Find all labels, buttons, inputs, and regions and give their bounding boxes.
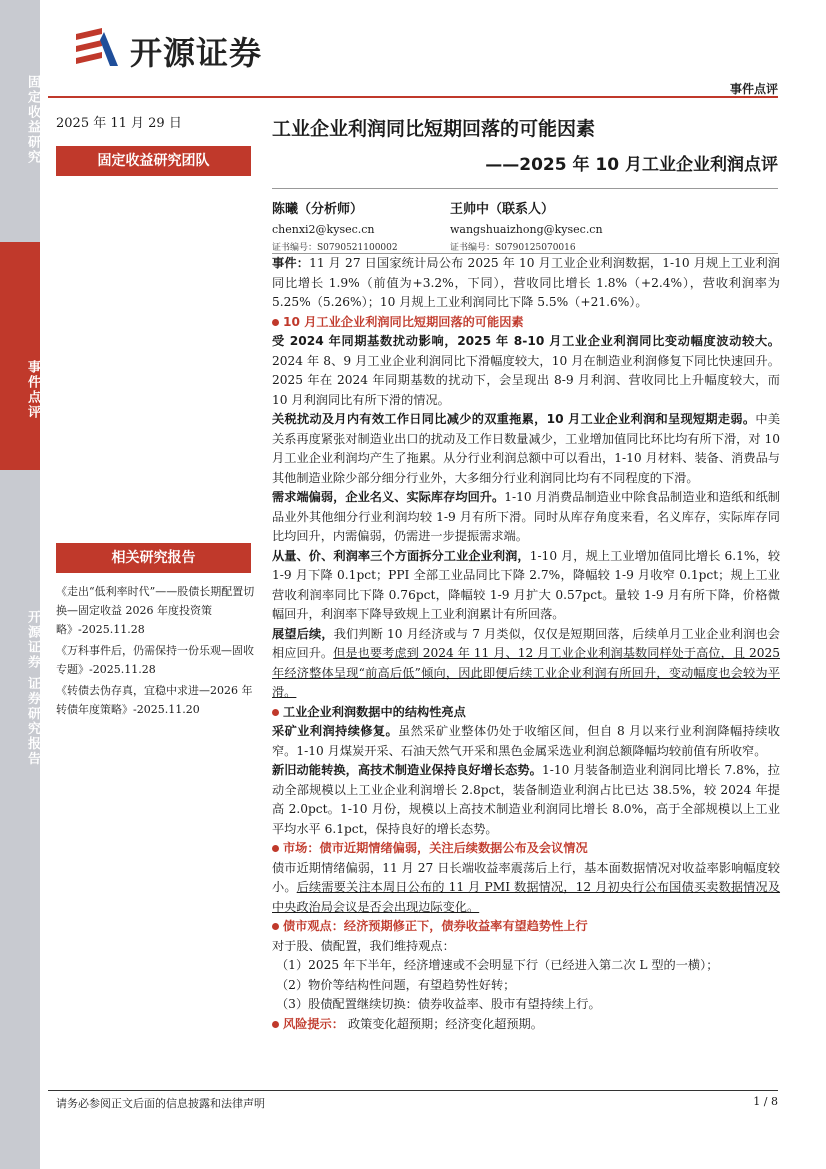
related-reports-list [56,582,256,721]
related-report-link[interactable]: 《转债去伪存真，宜稳中求进—2026 年转债年度策略》-2025.11.20 [56,684,253,716]
bullet-dot-icon [272,845,279,852]
risk-text: 政策变化超预期；经济变化超预期。 [347,1016,543,1031]
body-paragraph [272,761,780,839]
paragraph-text: 中美关系再度紧张对制造业出口的扰动及工作日数量减少，工业增加值同比环比均有所下滑，对 10 月工业企业利润均产生了拖累。从分行业利润总额中可以看出，1-10 月材料、装备、消费品与其他制造业除少部分细分行业外，大多细分行业利润同比均有不同程度的下滑。 [272,412,781,485]
page-number: 1 / 8 [753,1095,778,1108]
left-sidebar [0,0,40,1169]
analyst-email[interactable]: wangshuaizhong@kysec.cn [450,223,603,236]
analyst-cert: 证书编号：S0790521100002 [272,243,398,253]
paragraph-text: 虽然采矿业整体仍处于收缩区间，但自 8 月以来行业利润降幅持续收窄。1-10 月煤炭开采、石油天然气开采和黑色金属采选业利润总额降幅均较前值有所收窄。 [272,724,780,758]
event-label: 事件： [272,256,310,270]
body-paragraph [272,625,780,703]
related-report-link[interactable]: 《万科事件后，仍需保持一份乐观—固收专题》-2025.11.28 [56,644,254,676]
paragraph-text: 对于股、债配置，我们维持观点： [272,938,455,953]
section-heading: 10 月工业企业利润同比短期回落的可能因素 [283,314,524,329]
footer-disclaimer: 请务必参阅正文后面的信息披露和法律声明 [56,1097,265,1110]
report-date: 2025 年 11 月 29 日 [56,116,182,131]
team-badge: 固定收益研究团队 [56,146,251,176]
section-bullet [272,703,780,723]
analyst-card [450,198,603,253]
analyst-card [272,198,398,253]
body-paragraph [272,488,780,547]
section-bullet [272,917,780,937]
body-paragraph [272,410,780,488]
list-item: （1）2025 年下半年，经济增速或不会明显下行（已经进入第二次 L 型的一横）； [276,958,719,972]
paragraph-text: 1-10 月，规上工业增加值同比增长 6.1%，较 1-9 月下降 0.1pct；PPI 全部工业品同比下降 2.7%，降幅较 1-9 月收窄 0.1pct；规上工业营收利润率同比下降 0.76pct，降幅较 1-9 月扩大 0.57pct。量较 1-9 月有所下降，价格微幅回升，利润率下降导致规上工业利润累计有所回落。 [272,548,781,621]
sidebar-category: 固定收益研究 [25,75,40,165]
bullet-dot-icon [272,1021,279,1028]
section-heading: 债市观点：经济预期修正下，债券收益率有望趋势性上行 [283,919,588,933]
paragraph-text: 1-10 月消费品制造业中除食品制造业和造纸和纸制品业外其他细分行业利润均较 1-9 月有所下滑。同时从库存角度来看，名义库存，实际库存同比均回升，内需偏弱，仍需进一步提振需求端。 [272,490,780,543]
risk-label: 风险提示： [283,1016,344,1031]
related-reports-heading: 相关研究报告 [56,543,251,573]
brand-logo [72,20,332,76]
header-divider [48,96,778,98]
section-bullet [272,839,780,859]
paragraph-text: 债市近期情绪偏弱，11 月 27 日长端收益率震荡后上行，基本面数据情况对收益率影响幅度较小。 [272,860,780,894]
logo-icon [72,26,120,70]
analyst-name: 陈曦（分析师） [272,202,364,217]
report-type-tag: 事件点评 [729,82,778,96]
bullet-dot-icon [272,709,279,716]
report-title: 工业企业利润同比短期回落的可能因素 [272,118,596,140]
brand-name: 开源证券 [130,34,263,72]
sidebar-brand: 开源证券 证券研究报告 [25,609,40,767]
section-heading: 市场：债市近期情绪偏弱，关注后续数据公布及会议情况 [283,841,588,855]
paragraph-lead: 采矿业利润持续修复。 [272,724,399,738]
paragraph-text: 我们判断 10 月经济或与 7 月类似，仅仅是短期回落，后续单月工业企业利润也会相应回升。 [272,626,780,660]
section-bullet [272,313,780,333]
paragraph-lead: 新旧动能转换，高技术制造业保持良好增长态势。 [272,763,542,777]
sidebar-report-type: 事件点评 [0,242,40,470]
paragraph-lead: 展望后续， [272,626,334,641]
analyst-email[interactable]: chenxi2@kysec.cn [272,223,375,236]
footer-divider [48,1090,778,1091]
risk-line [272,1015,780,1035]
paragraph-lead: 需求端偏弱，企业名义、实际库存均回升。 [272,490,505,504]
related-report-link[interactable]: 《走出“低利率时代”——股债长期配置切换—固定收益 2026 年度投资策略》-2025.11.28 [56,585,255,636]
underlined-text: 后续需要关注本周日公布的 11 月 PMI 数据情况，12 月初央行公布国债买卖数据情况及中央政治局会议是否会出现边际变化。 [272,880,781,914]
body-paragraph [272,722,780,761]
report-body [272,254,780,1034]
body-paragraph [272,547,780,625]
underlined-text: 但是也要考虑到 2024 年 11 月、12 月工业企业利润基数同样处于高位，且 2025 年经济整体呈现“前高后低”倾向，因此即便后续工业企业利润有所回升，变动幅度也会较为平滑。 [272,646,781,699]
report-subtitle: ——2025 年 10 月工业企业利润点评 [485,155,778,175]
analyst-cert: 证书编号：S0790125070016 [450,243,576,253]
body-paragraph [272,937,780,957]
event-paragraph [272,254,780,313]
bullet-dot-icon [272,923,279,930]
paragraph-lead: 关税扰动及月内有效工作日同比减少的双重拖累，10 月工业企业利润和呈现短期走弱。 [272,412,756,426]
bullet-dot-icon [272,319,279,326]
paragraph-text: 2024 年 8、9 月工业企业利润同比下滑幅度较大，10 月在制造业利润修复下同比快速回升。2025 年在 2024 年同期基数的扰动下，会呈现出 8-9 月利润、营收同比上升幅度较大，而 10 月利润同比有所下滑的情况。 [272,353,780,407]
analyst-name: 王帅中（联系人） [450,202,555,217]
paragraph-text: 1-10 月装备制造业利润同比增长 7.8%，拉动全部规模以上工业企业利润增长 2.8pct，装备制造业利润占比已达 38.5%，较 2024 年提高 2.0pct。1-10 月份，规模以上高技术制造业利润同比增长 8.0%，高于全部规模以上工业平均水平 6.1pct，保持良好的增长态势。 [272,763,780,836]
body-paragraph [272,859,780,918]
list-item: （2）物价等结构性问题，有望趋势性好转； [276,977,516,992]
paragraph-lead: 从量、价、利润率三个方面拆分工业企业利润， [272,548,530,563]
body-paragraph [272,332,780,410]
title-divider [272,188,778,189]
list-item: （3）股债配置继续切换：债券收益率、股市有望持续上行。 [276,997,601,1011]
event-text: 11 月 27 日国家统计局公布 2025 年 10 月工业企业利润数据，1-10 月规上工业利润同比增长 1.9%（前值为+3.2%，下同），营收同比增长 1.8%（+2.4%），营收利润率为 5.25%（5.26%）；10 月规上工业利润同比下降 5.5%（+21.6%）。 [272,256,780,309]
section-heading: 工业企业利润数据中的结构性亮点 [283,704,466,719]
paragraph-lead: 受 2024 年同期基数扰动影响，2025 年 8-10 月工业企业利润同比变动幅度波动较大。 [272,334,780,348]
